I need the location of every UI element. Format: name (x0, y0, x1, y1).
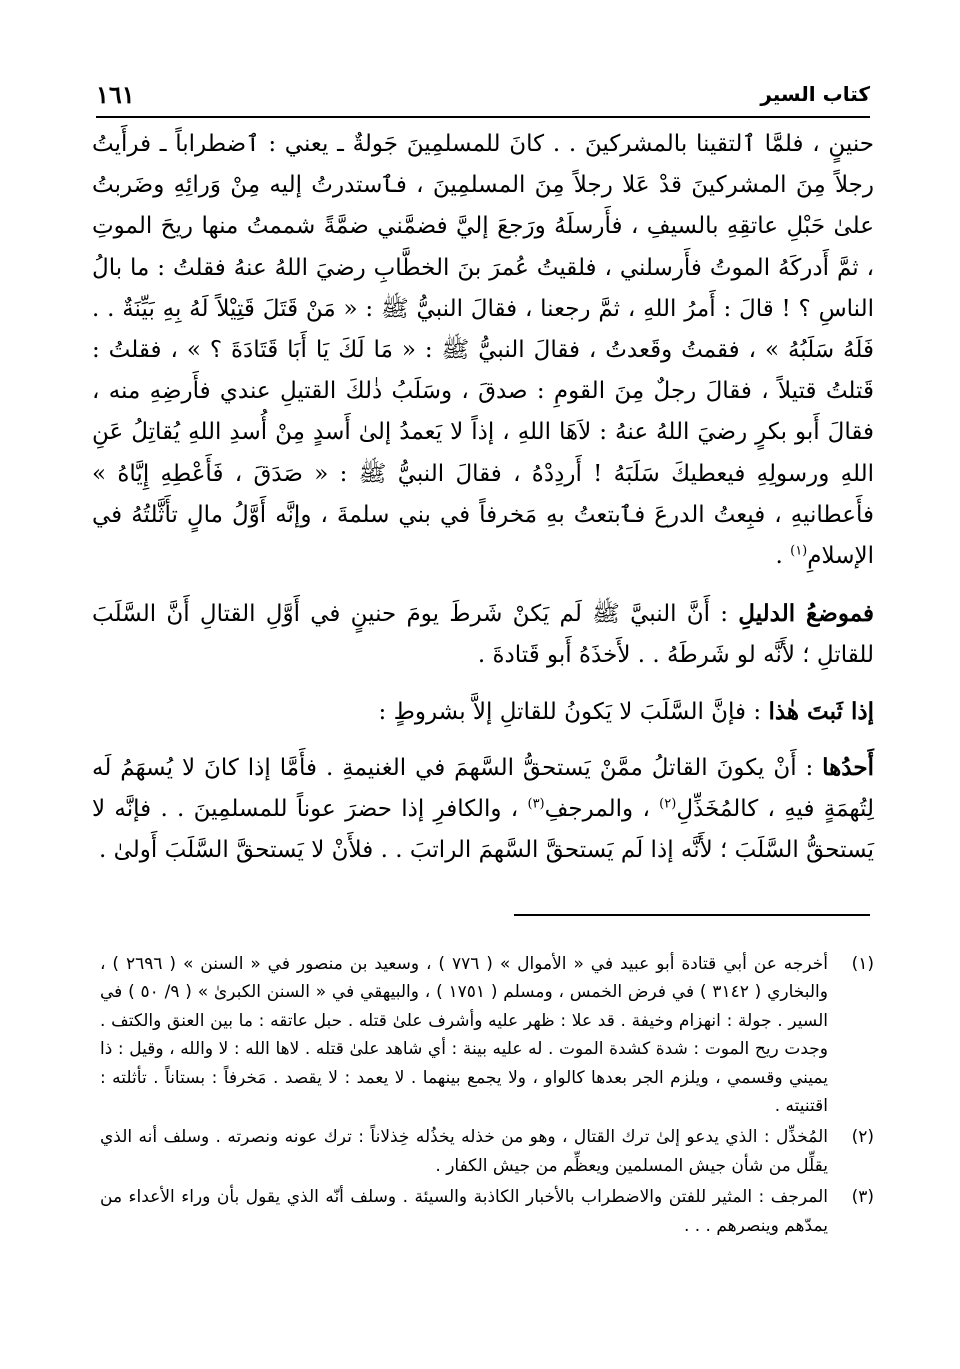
page-header (96, 78, 870, 114)
evidence-heading: فموضعُ الدليلِ (738, 600, 874, 628)
paragraph-first-condition (92, 747, 874, 872)
footnote-text: المُخذِّل : الذي يدعو إلىٰ ترك القتال ، وهو من خذله يخذُله خِذلاناً : ترك عونه ونصرته . وسلف أنه الذي يقلِّل من شأن جيش المسلمين ويعظِّم من جيش الكفار . (100, 1127, 828, 1176)
hadith-end: . (775, 543, 791, 570)
conditions-text: : فإنَّ السَّلَبَ لا يَكونُ للقاتلِ إلاَّ بشروطٍ : (378, 698, 769, 725)
footnote-number: (٢) (851, 1127, 874, 1148)
first-condition-heading: أَحدُها (822, 753, 874, 781)
footnote-2 (100, 1123, 874, 1180)
footnote-1 (100, 950, 874, 1120)
footnote-ref-2: (٢) (659, 796, 677, 812)
footnote-separator (514, 914, 870, 916)
footnote-text: أخرجه عن أبي قتادة أبو عبيد في « الأموال » ( ٧٧٦ ) ، وسعيد بن منصور في « السنن » ( ٢٦٩٦ ) ، والبخاري ( ٣١٤٢ ) في فرض الخمس ، ومسلم ( ١٧٥١ ) ، والبيهقي في « السنن الكبرىٰ » ( ٩/ ٥٠ ) في السير . جولة : انهزام وخيفة . قد علا : ظهر عليه وأشرف علىٰ قتله . حبل عاتقه : ما بين العنق والكتف . وجدت ريح الموت : شدة كشدة الموت . له عليه بينة : أي شاهد علىٰ قتله . لاها الله : لا والله ، وقيل : ذا يميني وقسمي ، ويلزم الجر بعدها كالواو ، ولا يجمع بينهما . لا يعمد : لا يقصد . مَخرفاً : بستاناً . تأثلته : اقتنيته . (100, 954, 828, 1117)
first-condition-text-a: : أَنْ يكونَ القاتلُ ممَّنْ يَستحقُّ السَّهمَ في الغنيمةِ . فأَمَّا إذا كانَ لا يُسهَمُ لَه لِتُهمَةٍ فيهِ ، كالمُخَذِّلِ (92, 754, 874, 823)
header-rule (96, 116, 870, 118)
hadith-text: حنينٍ ، فلمَّا ٱلتقينا بالمشركينَ . . كانَ للمسلمِينَ جَولةٌ ـ يعني : ٱضطراباً ـ فرأَيتُ رجلاً مِنَ المشركينَ قدْ عَلا رجلاً مِنَ المسلمِينَ ، فٱستدرتُ إليه مِنْ وَرائِهِ وضَربتُ علىٰ حَبْلِ عاتقِهِ بالسيفِ ، فأَرسلَهُ ورَجعَ إليَّ فضمَّني ضمَّةً شممتُ منها ريحَ الموتِ ، ثمَّ أَدركَهُ الموتُ فأَرسلني ، فلقيتُ عُمرَ بنَ الخطَّابِ رضيَ اللهُ عنهُ فقلتُ : ما بالُ الناسِ ؟ ! قالَ : أَمرُ اللهِ ، ثمَّ رجعنا ، فقالَ النبيُّ ﷺ : « مَنْ قَتَلَ قَتِيْلاً لَهُ بِهِ بَيِّنَةٌ . . فَلَهُ سَلَبُهُ » ، فقمتُ وقَعدتُ ، فقالَ النبيُّ ﷺ : « مَا لَكَ يَا أَبَا قَتَادَةَ ؟ » ، فقلتُ : قَتلتُ قتيلاً ، فقالَ رجلٌ مِنَ القومِ : صدقَ ، وسَلَبُ ذٰلكَ القتيلِ عندي فأَرضِهِ منه ، فقالَ أَبو بكرٍ رضيَ اللهُ عنهُ : لاَهَا اللهِ ، إذاً لا يَعمدُ إلىٰ أَسدٍ مِنْ أُسدِ اللهِ يُقاتِلُ عَنِ اللهِ ورسولِهِ فيعطيكَ سَلَبَهُ ! أَردِدْهُ ، فقالَ النبيُّ ﷺ : « صَدَقَ ، فَأَعْطِهِ إِيَّاهُ » فأَعطانيهِ ، فبِعتُ الدرعَ فٱبتعتُ بهِ مَخرفاً في بني سلمةَ ، وإنَّه أَوَّلُ مالٍ تأَثَّلتُهُ في الإسلامِ (92, 131, 874, 570)
conditions-heading: إذا ثَبتَ هٰذا (768, 697, 874, 725)
footnote-number: (٣) (851, 1187, 874, 1208)
footnote-ref-3: (٣) (527, 796, 545, 812)
footnote-3 (100, 1183, 874, 1240)
footnote-text: المرجف : المثير للفتن والاضطراب بالأخبار الكاذبة والسيئة . وسلف أنّه الذي يقول بأن وراء الأعداء من يمدّهم وينصرهم . . . (100, 1187, 828, 1236)
footnote-number: (١) (851, 954, 874, 974)
page-number: ١٦١ (96, 80, 135, 109)
first-condition-text-c: ، والكافرِ إذا حضرَ عوناً للمسلمِينَ . . فإنَّه لا يَستحقُّ السَّلَبَ ؛ لأَنَّه إذا لَم يَستحقَّ السَّهمَ الراتبَ . . فلأَنْ لا يَستحقَّ السَّلَبَ أَولىٰ . (92, 796, 874, 864)
paragraph-hadith (92, 124, 874, 577)
evidence-text: : أَنَّ النبيَّ ﷺ لَم يَكنْ شَرطَ يومَ حنينٍ في أَوَّلِ القتالِ أَنَّ السَّلَبَ للقاتلِ ؛ لأَنَّه لو شَرطَهُ . . لأَخذَهُ أَبو قَتادةَ . (92, 601, 874, 669)
footnote-ref-1: (١) (790, 543, 808, 559)
first-condition-text-b: ، والمرجفِ (544, 796, 660, 823)
paragraph-evidence (92, 593, 874, 676)
paragraph-conditions-intro (92, 691, 874, 733)
footnotes (100, 950, 874, 1243)
running-title: كتاب السير (760, 82, 870, 106)
main-text (92, 124, 874, 871)
